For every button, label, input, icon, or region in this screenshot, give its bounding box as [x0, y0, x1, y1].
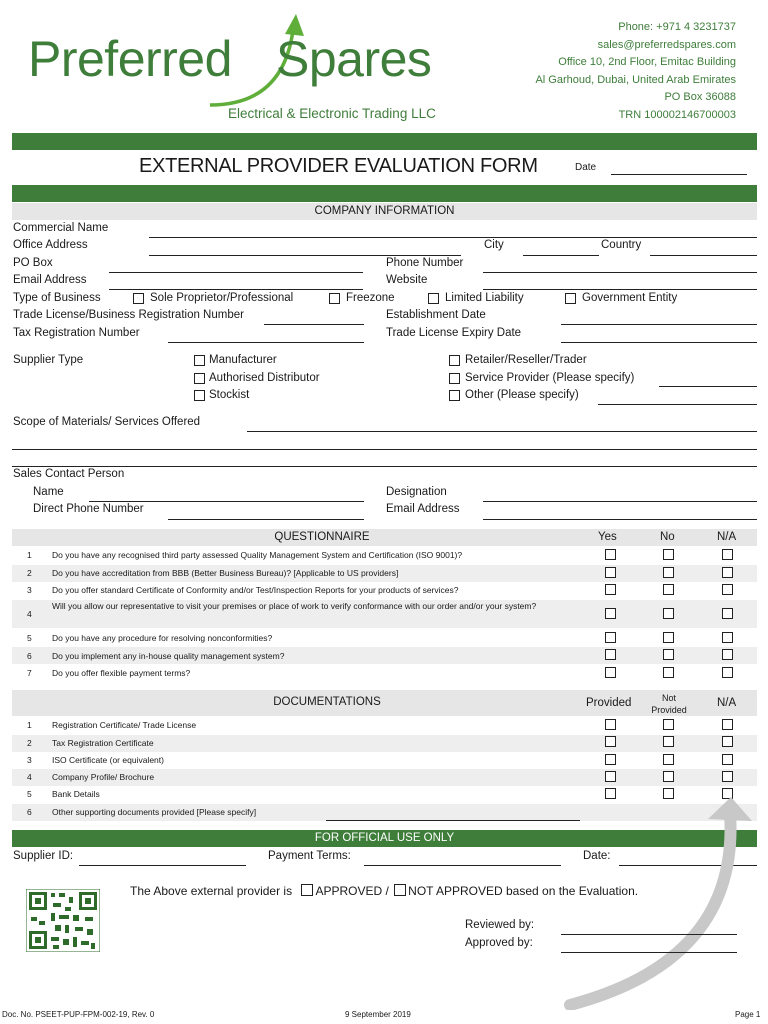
contact-email-label: Email Address — [386, 503, 460, 515]
other-supplier-checkbox[interactable] — [449, 390, 460, 401]
email-address-field[interactable] — [109, 289, 363, 290]
question-text: Do you offer flexible payment terms? — [52, 668, 191, 678]
stockist-label: Stockist — [209, 389, 250, 401]
trade-license-label: Trade License/Business Registration Number — [13, 309, 244, 321]
col-doc-na: N/A — [717, 697, 737, 709]
address-line-1: Office 10, 2nd Floor, Emitac Building — [558, 56, 736, 68]
doc2-not-provided-checkbox[interactable] — [663, 736, 674, 747]
supplier-type-label: Supplier Type — [13, 354, 84, 366]
qr-code-icon — [26, 889, 100, 952]
q4-yes-checkbox[interactable] — [605, 608, 616, 619]
not-approved-label: NOT APPROVED — [408, 884, 503, 898]
service-provider-field[interactable] — [659, 386, 757, 387]
contact-name-label: Name — [33, 486, 64, 498]
government-entity-label: Government Entity — [582, 292, 678, 304]
retailer-label: Retailer/Reseller/Trader — [465, 354, 587, 366]
col-yes: Yes — [598, 531, 617, 543]
q2-yes-checkbox[interactable] — [605, 567, 616, 578]
question-text: Will you allow our representative to visit your premises or place of work to verify conformance with our order and/or your system? — [52, 601, 537, 611]
question-number: 4 — [27, 609, 32, 619]
document-number: 1 — [27, 720, 32, 730]
q6-no-checkbox[interactable] — [663, 649, 674, 660]
doc2-provided-checkbox[interactable] — [605, 736, 616, 747]
document-number: 6 — [27, 807, 32, 817]
approval-slash: / — [385, 884, 389, 898]
company-info-header: COMPANY INFORMATION — [12, 203, 757, 220]
logo-text-right: Spares — [276, 31, 432, 87]
trade-license-field[interactable] — [264, 324, 364, 325]
document-text: ISO Certificate (or equivalent) — [52, 755, 164, 765]
footer-page: Page 1 — [735, 1010, 761, 1019]
form-title: EXTERNAL PROVIDER EVALUATION FORM — [139, 155, 538, 177]
freezone-checkbox[interactable] — [329, 293, 340, 304]
address-line-2: Al Garhoud, Dubai, United Arab Emirates — [535, 73, 736, 86]
q2-no-checkbox[interactable] — [663, 567, 674, 578]
question-number: 7 — [27, 668, 32, 678]
question-text: Do you have any procedure for resolving nonconformities? — [52, 633, 273, 643]
col-provided: Provided — [586, 697, 632, 709]
q6-na-checkbox[interactable] — [722, 649, 733, 660]
direct-phone-label: Direct Phone Number — [33, 503, 144, 515]
city-field[interactable] — [523, 255, 599, 256]
footer-date: 9 September 2019 — [345, 1010, 411, 1019]
trn-text: TRN 100002146700003 — [618, 108, 736, 121]
doc1-na-checkbox[interactable] — [722, 719, 733, 730]
documentations-header — [12, 690, 757, 716]
question-text: Do you offer standard Certificate of Conformity and/or Test/Inspection Reports for your products of services? — [52, 585, 459, 595]
document-number: 3 — [27, 755, 32, 765]
scope-field-2[interactable] — [12, 449, 757, 450]
sole-proprietor-checkbox[interactable] — [133, 293, 144, 304]
other-supplier-label: Other (Please specify) — [465, 389, 579, 401]
payment-terms-field[interactable] — [364, 865, 561, 866]
logo-subtitle: Electrical & Electronic Trading LLC — [228, 106, 436, 121]
scope-field-3[interactable] — [12, 466, 757, 467]
designation-field[interactable] — [483, 501, 757, 502]
office-address-field[interactable] — [149, 255, 461, 256]
country-label: Country — [601, 239, 642, 251]
doc4-not-provided-checkbox[interactable] — [663, 771, 674, 782]
email-text: sales@preferredspares.com — [597, 38, 736, 51]
manufacturer-label: Manufacturer — [209, 354, 277, 366]
tax-registration-field[interactable] — [168, 342, 364, 343]
website-field[interactable] — [483, 289, 757, 290]
question-number: 2 — [27, 568, 32, 578]
q1-na-checkbox[interactable] — [722, 549, 733, 560]
limited-liability-checkbox[interactable] — [428, 293, 439, 304]
approved-by-label: Approved by: — [465, 937, 533, 949]
official-use-header: FOR OFFICIAL USE ONLY — [12, 830, 757, 847]
commercial-name-label: Commercial Name — [13, 222, 109, 234]
doc1-not-provided-checkbox[interactable] — [663, 719, 674, 730]
question-text: Do you have any recognised third party assessed Quality Management System and Certification (ISO 9001)? — [52, 550, 463, 560]
pobox-text: PO Box 36088 — [664, 91, 736, 103]
reviewed-by-field[interactable] — [561, 934, 737, 935]
commercial-name-field[interactable] — [149, 237, 757, 238]
manufacturer-checkbox[interactable] — [194, 355, 205, 366]
document-number: 5 — [27, 789, 32, 799]
approved-label: APPROVED — [315, 884, 383, 898]
email-address-label: Email Address — [13, 274, 87, 286]
col-no: No — [660, 531, 675, 543]
swoosh-arrow-icon — [540, 795, 760, 1010]
date-label: Date — [575, 162, 597, 173]
document-number: 4 — [27, 772, 32, 782]
contact-email-field[interactable] — [483, 519, 757, 520]
question-number: 3 — [27, 585, 32, 595]
reviewed-by-label: Reviewed by: — [465, 919, 535, 931]
approval-pre-text: The Above external provider is — [130, 884, 293, 898]
doc4-na-checkbox[interactable] — [722, 771, 733, 782]
supplier-id-field[interactable] — [79, 865, 246, 866]
phone-text: Phone: +971 4 3231737 — [618, 21, 736, 33]
logo-text-left: Preferred — [28, 31, 232, 87]
document-text: Registration Certificate/ Trade License — [52, 720, 197, 730]
q3-no-checkbox[interactable] — [663, 584, 674, 595]
col-na: N/A — [717, 531, 737, 543]
q3-yes-checkbox[interactable] — [605, 584, 616, 595]
approved-by-field[interactable] — [561, 952, 737, 953]
q4-na-checkbox[interactable] — [722, 608, 733, 619]
direct-phone-field[interactable] — [168, 519, 364, 520]
footer-doc-number: Doc. No. PSEET-PUP-FPM-002-19, Rev. 0 — [2, 1010, 155, 1019]
doc4-provided-checkbox[interactable] — [605, 771, 616, 782]
q5-na-checkbox[interactable] — [722, 632, 733, 643]
trade-license-expiry-label: Trade License Expiry Date — [386, 327, 522, 339]
trade-license-expiry-field[interactable] — [561, 342, 757, 343]
not-approved-checkbox[interactable] — [394, 884, 406, 896]
type-of-business-label: Type of Business — [13, 292, 101, 304]
questionnaire-title: QUESTIONNAIRE — [274, 531, 370, 543]
document-text: Company Profile/ Brochure — [52, 772, 155, 782]
company-logo — [28, 10, 498, 125]
website-label: Website — [386, 274, 428, 286]
tax-registration-label: Tax Registration Number — [13, 327, 140, 339]
sales-contact-label: Sales Contact Person — [13, 468, 125, 480]
header-divider — [12, 133, 757, 150]
supplier-id-label: Supplier ID: — [13, 850, 74, 862]
service-provider-checkbox[interactable] — [449, 373, 460, 384]
po-box-field[interactable] — [109, 272, 363, 273]
q7-na-checkbox[interactable] — [722, 667, 733, 678]
q6-yes-checkbox[interactable] — [605, 649, 616, 660]
date-field[interactable] — [611, 174, 747, 175]
title-divider — [12, 185, 757, 202]
doc3-not-provided-checkbox[interactable] — [663, 754, 674, 765]
question-text: Do you implement any in-house quality management system? — [52, 651, 285, 661]
po-box-label: PO Box — [13, 257, 53, 269]
city-label: City — [484, 239, 504, 251]
col-not-provided: Not Provided — [651, 693, 687, 715]
freezone-label: Freezone — [346, 292, 395, 304]
phone-number-label: Phone Number — [386, 257, 464, 269]
sole-proprietor-label: Sole Proprietor/Professional — [150, 292, 294, 304]
questionnaire-header — [12, 529, 757, 546]
doc3-provided-checkbox[interactable] — [605, 754, 616, 765]
question-number: 5 — [27, 633, 32, 643]
establishment-date-label: Establishment Date — [386, 309, 486, 321]
q4-no-checkbox[interactable] — [663, 608, 674, 619]
question-number: 6 — [27, 651, 32, 661]
doc1-provided-checkbox[interactable] — [605, 719, 616, 730]
other-supplier-field[interactable] — [598, 404, 757, 405]
q1-no-checkbox[interactable] — [663, 549, 674, 560]
phone-number-field[interactable] — [483, 272, 757, 273]
q3-na-checkbox[interactable] — [722, 584, 733, 595]
approved-checkbox[interactable] — [301, 884, 313, 896]
contact-name-field[interactable] — [89, 501, 364, 502]
doc3-na-checkbox[interactable] — [722, 754, 733, 765]
question-text: Do you have accreditation from BBB (Better Business Bureau)? [Applicable to US providers] — [52, 568, 399, 578]
contact-block — [535, 19, 736, 124]
q7-no-checkbox[interactable] — [663, 667, 674, 678]
q1-yes-checkbox[interactable] — [605, 549, 616, 560]
q5-no-checkbox[interactable] — [663, 632, 674, 643]
country-field[interactable] — [650, 255, 757, 256]
service-provider-label: Service Provider (Please specify) — [465, 372, 635, 384]
document-text: Other supporting documents provided [Please specify] — [52, 807, 257, 817]
payment-terms-label: Payment Terms: — [268, 850, 351, 862]
approval-statement — [130, 883, 638, 898]
limited-liability-label: Limited Liability — [445, 292, 524, 304]
official-date-label: Date: — [583, 850, 611, 862]
scope-label: Scope of Materials/ Services Offered — [13, 416, 201, 428]
doc2-na-checkbox[interactable] — [722, 736, 733, 747]
authorised-distributor-checkbox[interactable] — [194, 373, 205, 384]
documentations-title: DOCUMENTATIONS — [273, 696, 381, 708]
establishment-date-field[interactable] — [561, 324, 757, 325]
government-entity-checkbox[interactable] — [565, 293, 576, 304]
q7-yes-checkbox[interactable] — [605, 667, 616, 678]
question-number: 1 — [27, 550, 32, 560]
stockist-checkbox[interactable] — [194, 390, 205, 401]
q5-yes-checkbox[interactable] — [605, 632, 616, 643]
scope-field-1[interactable] — [247, 431, 757, 432]
retailer-checkbox[interactable] — [449, 355, 460, 366]
authorised-distributor-label: Authorised Distributor — [209, 372, 320, 384]
document-number: 2 — [27, 738, 32, 748]
q2-na-checkbox[interactable] — [722, 567, 733, 578]
approval-post-text: based on the Evaluation. — [505, 884, 639, 898]
designation-label: Designation — [386, 486, 447, 498]
office-address-label: Office Address — [13, 239, 88, 251]
document-text: Tax Registration Certificate — [52, 738, 154, 748]
document-text: Bank Details — [52, 789, 100, 799]
